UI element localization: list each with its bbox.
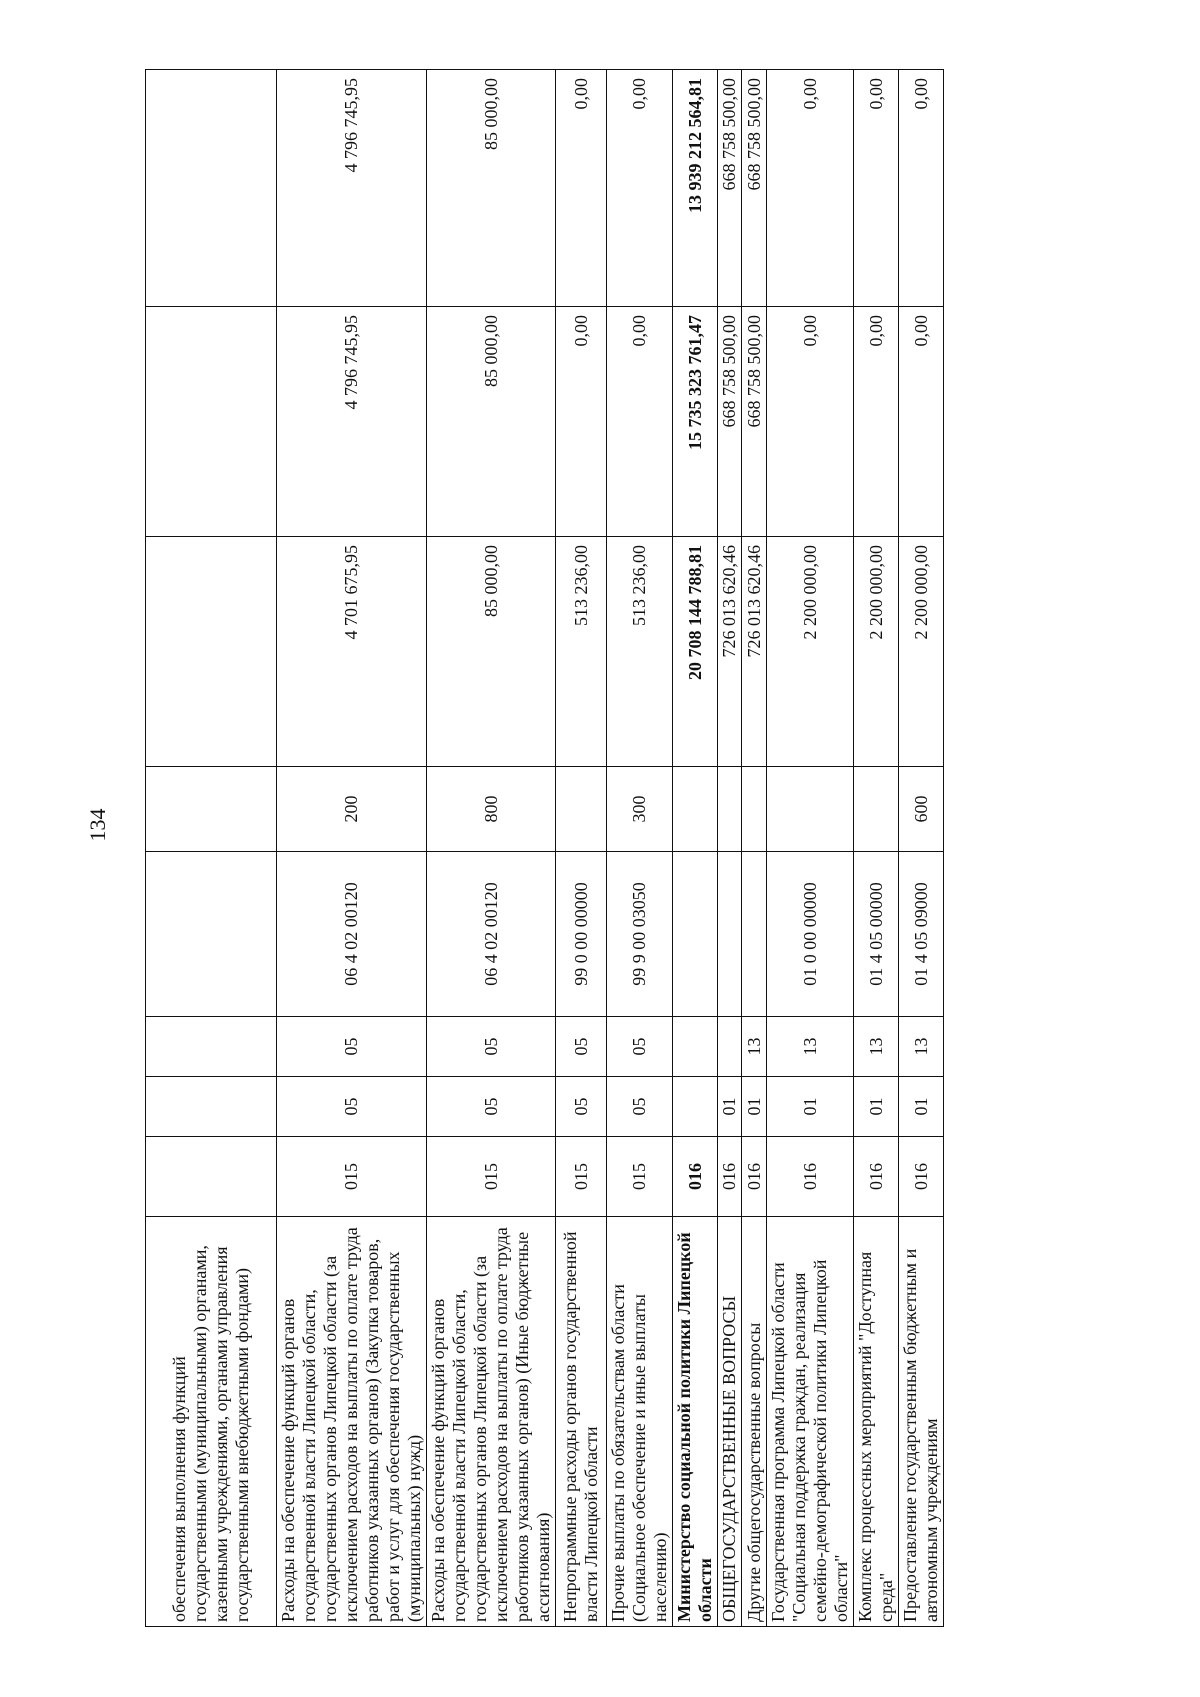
cell-col-g: 016 bbox=[673, 1137, 718, 1217]
cell-col-vr bbox=[854, 767, 899, 852]
cell-sum-2025: 0,00 bbox=[556, 70, 607, 307]
cell-col-g: 016 bbox=[718, 1137, 742, 1217]
cell-col-pr bbox=[146, 1017, 277, 1077]
cell-col-csr bbox=[718, 852, 742, 1017]
budget-table bbox=[145, 69, 944, 1627]
cell-col-csr bbox=[146, 852, 277, 1017]
cell-sum-2025: 0,00 bbox=[607, 70, 673, 307]
cell-col-csr: 01 4 05 09000 bbox=[899, 852, 944, 1017]
cell-sum-2025: 0,00 bbox=[899, 70, 944, 307]
cell-col-pr: 05 bbox=[427, 1017, 556, 1077]
cell-col-vr bbox=[556, 767, 607, 852]
cell-col-pr: 05 bbox=[277, 1017, 427, 1077]
table-row bbox=[673, 70, 718, 1627]
cell-col-rz: 05 bbox=[427, 1077, 556, 1137]
cell-col-pr: 05 bbox=[607, 1017, 673, 1077]
table-row bbox=[607, 70, 673, 1627]
cell-row-name: Прочие выплаты по обязательствам области (Социальное обеспечение и иные выплаты населению) bbox=[607, 1217, 673, 1627]
cell-col-rz: 01 bbox=[899, 1077, 944, 1137]
cell-row-name: Расходы на обеспечение функций органов государственной власти Липецкой области, государственных органов Липецкой области (за исключением расходов на выплаты по оплате труда работников указанных органов) (Иные бюджетные ассигнования) bbox=[427, 1217, 556, 1627]
table-row bbox=[427, 70, 556, 1627]
cell-col-pr bbox=[718, 1017, 742, 1077]
cell-col-g: 016 bbox=[742, 1137, 767, 1217]
cell-col-rz: 01 bbox=[742, 1077, 767, 1137]
cell-sum-2024: 15 735 323 761,47 bbox=[673, 307, 718, 537]
cell-col-g: 016 bbox=[767, 1137, 854, 1217]
cell-col-vr bbox=[767, 767, 854, 852]
table-row bbox=[718, 70, 742, 1627]
cell-sum-2025: 13 939 212 564,81 bbox=[673, 70, 718, 307]
cell-sum-2024: 0,00 bbox=[899, 307, 944, 537]
cell-col-g: 015 bbox=[277, 1137, 427, 1217]
cell-sum-2024: 0,00 bbox=[854, 307, 899, 537]
cell-sum-2025 bbox=[146, 70, 277, 307]
cell-col-g: 015 bbox=[607, 1137, 673, 1217]
cell-col-csr: 06 4 02 00120 bbox=[427, 852, 556, 1017]
cell-sum-2024: 0,00 bbox=[556, 307, 607, 537]
cell-col-csr bbox=[742, 852, 767, 1017]
cell-col-csr: 01 4 05 00000 bbox=[854, 852, 899, 1017]
cell-col-vr bbox=[718, 767, 742, 852]
cell-col-vr bbox=[742, 767, 767, 852]
table-row bbox=[767, 70, 854, 1627]
table-row bbox=[899, 70, 944, 1627]
cell-sum-2024: 0,00 bbox=[607, 307, 673, 537]
cell-sum-2023: 2 200 000,00 bbox=[899, 537, 944, 767]
cell-sum-2023: 85 000,00 bbox=[427, 537, 556, 767]
cell-col-vr: 800 bbox=[427, 767, 556, 852]
cell-sum-2025: 4 796 745,95 bbox=[277, 70, 427, 307]
cell-col-rz: 05 bbox=[556, 1077, 607, 1137]
cell-sum-2024 bbox=[146, 307, 277, 537]
cell-sum-2023: 4 701 675,95 bbox=[277, 537, 427, 767]
cell-col-pr: 13 bbox=[854, 1017, 899, 1077]
cell-col-pr: 05 bbox=[556, 1017, 607, 1077]
cell-row-name: Государственная программа Липецкой области "Социальная поддержка граждан, реализация семейно-демографической политики Липецкой области" bbox=[767, 1217, 854, 1627]
cell-col-pr bbox=[673, 1017, 718, 1077]
cell-col-rz: 05 bbox=[277, 1077, 427, 1137]
cell-col-rz: 01 bbox=[718, 1077, 742, 1137]
rotated-budget-table bbox=[145, 70, 1068, 1627]
cell-sum-2025: 85 000,00 bbox=[427, 70, 556, 307]
table-row bbox=[556, 70, 607, 1627]
table-row bbox=[742, 70, 767, 1627]
cell-row-name: Предоставление государственным бюджетным и автономным учреждениям bbox=[899, 1217, 944, 1627]
cell-col-rz: 01 bbox=[767, 1077, 854, 1137]
cell-col-vr bbox=[673, 767, 718, 852]
table-body bbox=[146, 70, 944, 1627]
cell-col-vr bbox=[146, 767, 277, 852]
cell-row-name: ОБЩЕГОСУДАРСТВЕННЫЕ ВОПРОСЫ bbox=[718, 1217, 742, 1627]
cell-sum-2024: 85 000,00 bbox=[427, 307, 556, 537]
table-row bbox=[854, 70, 899, 1627]
cell-sum-2024: 668 758 500,00 bbox=[742, 307, 767, 537]
cell-sum-2025: 668 758 500,00 bbox=[718, 70, 742, 307]
cell-col-rz bbox=[146, 1077, 277, 1137]
cell-row-name: Министерство социальной политики Липецкой области bbox=[673, 1217, 718, 1627]
cell-row-name: Комплекс процессных мероприятий "Доступная среда" bbox=[854, 1217, 899, 1627]
cell-col-vr: 300 bbox=[607, 767, 673, 852]
cell-col-g bbox=[146, 1137, 277, 1217]
cell-col-rz bbox=[673, 1077, 718, 1137]
cell-col-pr: 13 bbox=[767, 1017, 854, 1077]
cell-sum-2025: 0,00 bbox=[854, 70, 899, 307]
cell-col-csr bbox=[673, 852, 718, 1017]
cell-sum-2023: 513 236,00 bbox=[607, 537, 673, 767]
cell-row-name: Расходы на обеспечение функций органов государственной власти Липецкой области, государственных органов Липецкой области (за исключением расходов на выплаты по оплате труда работников указанных органов) (Закупка товаров, работ и услуг для обеспечения государственных (муниципальных) нужд) bbox=[277, 1217, 427, 1627]
cell-sum-2023: 20 708 144 788,81 bbox=[673, 537, 718, 767]
cell-sum-2023: 2 200 000,00 bbox=[767, 537, 854, 767]
table-row bbox=[146, 70, 277, 1627]
cell-col-vr: 200 bbox=[277, 767, 427, 852]
cell-col-pr: 13 bbox=[742, 1017, 767, 1077]
cell-col-g: 015 bbox=[427, 1137, 556, 1217]
cell-sum-2023: 513 236,00 bbox=[556, 537, 607, 767]
cell-col-csr: 99 9 00 03050 bbox=[607, 852, 673, 1017]
cell-col-csr: 01 0 00 00000 bbox=[767, 852, 854, 1017]
cell-col-rz: 01 bbox=[854, 1077, 899, 1137]
cell-col-g: 016 bbox=[899, 1137, 944, 1217]
cell-row-name: Непрограммные расходы органов государственной власти Липецкой области bbox=[556, 1217, 607, 1627]
cell-col-rz: 05 bbox=[607, 1077, 673, 1137]
cell-row-name: обеспечения выполнения функций государственными (муниципальными) органами, казенными учреждениями, органами управления государственными внебюджетными фондами) bbox=[146, 1217, 277, 1627]
cell-sum-2024: 0,00 bbox=[767, 307, 854, 537]
cell-sum-2024: 668 758 500,00 bbox=[718, 307, 742, 537]
page-number: 134 bbox=[85, 808, 110, 842]
cell-col-g: 016 bbox=[854, 1137, 899, 1217]
cell-row-name: Другие общегосударственные вопросы bbox=[742, 1217, 767, 1627]
cell-sum-2023: 2 200 000,00 bbox=[854, 537, 899, 767]
cell-col-csr: 99 0 00 00000 bbox=[556, 852, 607, 1017]
cell-sum-2023 bbox=[146, 537, 277, 767]
cell-sum-2023: 726 013 620,46 bbox=[718, 537, 742, 767]
cell-sum-2023: 726 013 620,46 bbox=[742, 537, 767, 767]
cell-col-vr: 600 bbox=[899, 767, 944, 852]
cell-col-csr: 06 4 02 00120 bbox=[277, 852, 427, 1017]
cell-sum-2025: 668 758 500,00 bbox=[742, 70, 767, 307]
cell-col-g: 015 bbox=[556, 1137, 607, 1217]
cell-sum-2025: 0,00 bbox=[767, 70, 854, 307]
cell-col-pr: 13 bbox=[899, 1017, 944, 1077]
cell-sum-2024: 4 796 745,95 bbox=[277, 307, 427, 537]
table-row bbox=[277, 70, 427, 1627]
